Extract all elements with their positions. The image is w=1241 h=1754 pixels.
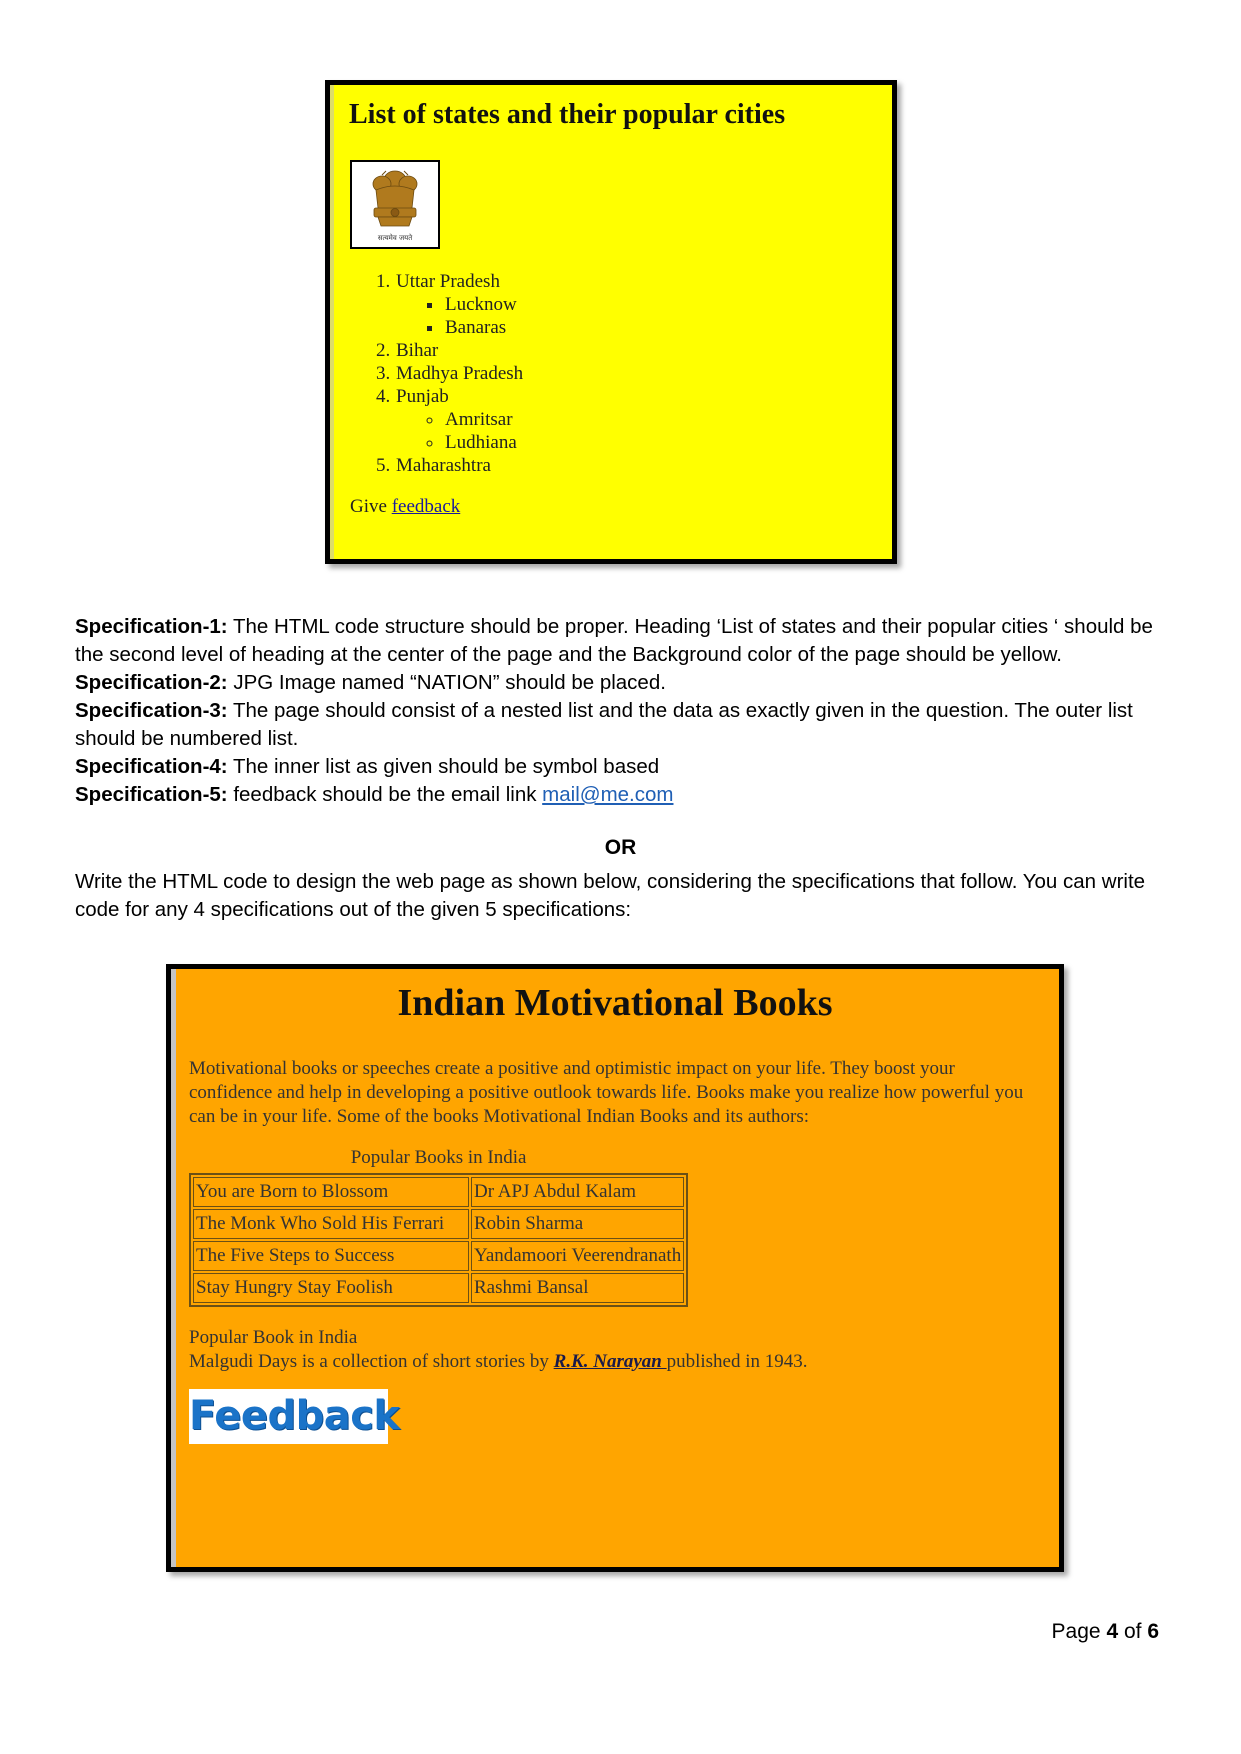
- state-item: 1. Uttar Pradesh ▪ Lucknow ▪ Banaras: [395, 270, 523, 339]
- specification-3: Specification-3: The page should consist of a nested list and the data as exactly given in the question. The outer list should be numbered list.: [75, 699, 1133, 750]
- table-row: [193, 1241, 684, 1271]
- table-row: [193, 1177, 684, 1207]
- state-item: 5. Maharashtra: [395, 454, 523, 477]
- feedback-link[interactable]: feedback: [391, 496, 461, 517]
- book-author: Rashmi Bansal: [471, 1273, 684, 1303]
- specification-2: Specification-2: JPG Image named “NATION” should be placed.: [75, 671, 666, 694]
- city-item: ▪ Banaras: [444, 316, 523, 339]
- state-item: 2. Bihar: [395, 339, 523, 362]
- city-list: [396, 293, 523, 339]
- book-author: Yandamoori Veerendranath: [471, 1241, 684, 1271]
- book-title: The Five Steps to Success: [193, 1241, 469, 1271]
- emblem-caption: सत्यमेव जयते: [377, 234, 413, 242]
- books-page-screenshot: [166, 964, 1064, 1572]
- states-heading: List of states and their popular cities: [349, 99, 786, 130]
- browser-edge: [171, 969, 176, 1567]
- popular-book-label: Popular Book in India: [189, 1327, 358, 1348]
- book-title: Stay Hungry Stay Foolish: [193, 1273, 469, 1303]
- intro-paragraph: Motivational books or speeches create a positive and optimistic impact on your life. They boost your confidence and help in developing a positive outlook towards life. Books make you realize how powerful you can be in your life. Some of the books Motivational Indian Books and its authors:: [189, 1058, 1024, 1127]
- browser-edge: [330, 85, 334, 559]
- malgudi-line: Malgudi Days is a collection of short stories by R.K. Narayan published in 1943.: [189, 1351, 808, 1372]
- specification-4: Specification-4: The inner list as given should be symbol based: [75, 755, 660, 778]
- page-number: Page 4 of 6: [1051, 1620, 1159, 1643]
- email-link[interactable]: mail@me.com: [542, 783, 674, 806]
- instruction-text: Write the HTML code to design the web page as shown below, considering the specifications that follow. You can write code for any 4 specifications out of the given 5 specifications:: [75, 870, 1146, 921]
- state-item: 4. Punjab ◦ Amritsar ◦ Ludhiana: [395, 385, 523, 454]
- national-emblem-image: [350, 160, 440, 249]
- book-author: Robin Sharma: [471, 1209, 684, 1239]
- book-title: You are Born to Blossom: [193, 1177, 469, 1207]
- popular-book-block: [189, 1326, 808, 1374]
- city-item: ◦ Ludhiana: [444, 431, 523, 454]
- specification-1: Specification-1: The HTML code structure should be proper. Heading ‘List of states and their popular cities ‘ should be the second level of heading at the center of the page and the Background color of the page should be yellow.: [75, 615, 1153, 666]
- book-author: Dr APJ Abdul Kalam: [471, 1177, 684, 1207]
- city-item: ◦ Amritsar: [444, 408, 523, 431]
- table-caption: Popular Books in India: [350, 1147, 527, 1168]
- author-link[interactable]: R.K. Narayan: [553, 1351, 667, 1372]
- or-separator: OR: [604, 836, 637, 859]
- city-list: [396, 408, 523, 454]
- book-title: The Monk Who Sold His Ferrari: [193, 1209, 469, 1239]
- specification-5: Specification-5: feedback should be the email link mail@me.com: [75, 783, 674, 806]
- feedback-button[interactable]: Feedback: [189, 1389, 388, 1444]
- states-page-screenshot: [325, 80, 897, 564]
- state-item: 3. Madhya Pradesh: [395, 362, 523, 385]
- table-row: [193, 1209, 684, 1239]
- give-feedback-line: Give feedback: [350, 496, 461, 517]
- books-table: [189, 1147, 688, 1307]
- states-list: [350, 270, 523, 477]
- table-row: [193, 1273, 684, 1303]
- city-item: ▪ Lucknow: [444, 293, 523, 316]
- books-heading: Indian Motivational Books: [397, 982, 833, 1024]
